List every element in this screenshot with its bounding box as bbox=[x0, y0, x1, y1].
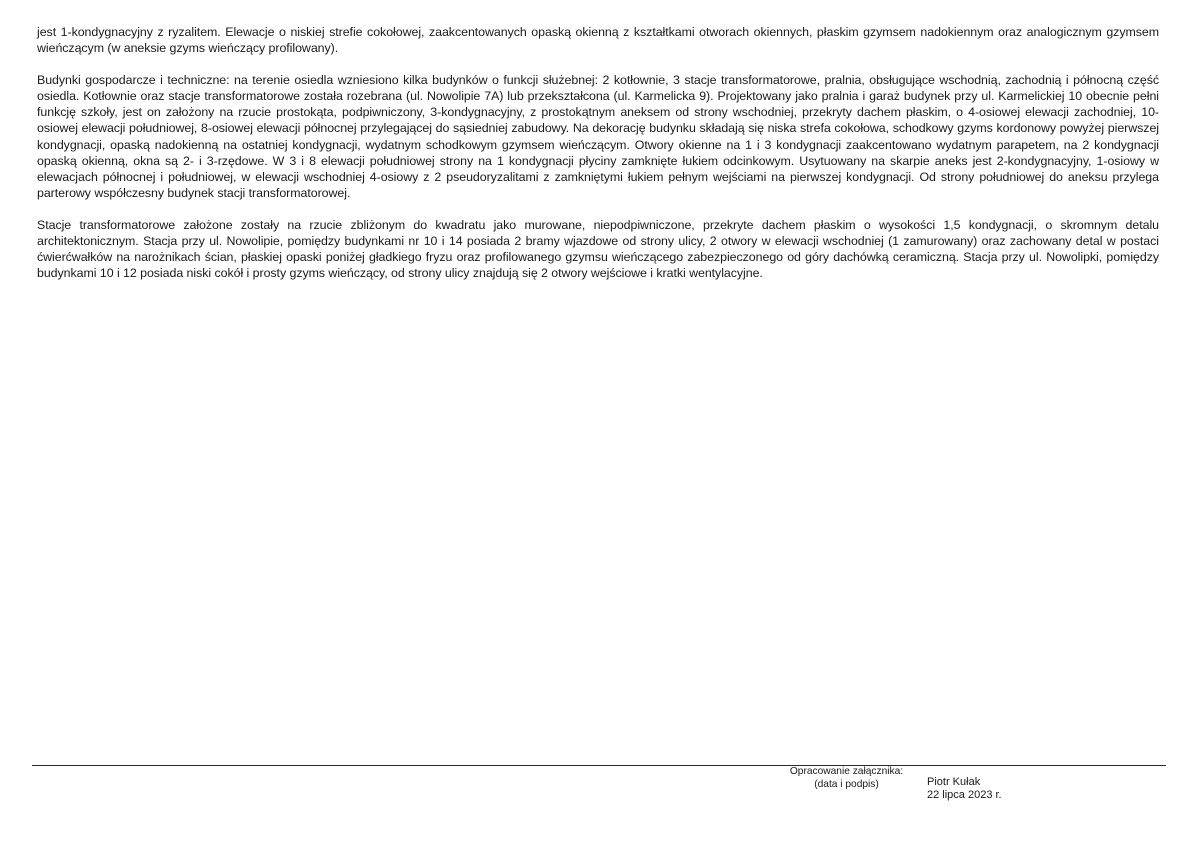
footer-author-name: Piotr Kułak bbox=[927, 776, 981, 788]
document-body bbox=[37, 24, 1159, 281]
paragraph-budynki-gospodarcze: Budynki gospodarcze i techniczne: na terenie osiedla wzniesiono kilka budynków o funkcji służebnej: 2 kotłownie, 3 stacje transformatorowe, pralnia, obsługujące wschodnią, zachodnią i północną część osiedla. Kotłownie oraz stacje transformatorowe została rozebrana (ul. Nowolipie 7A) lub przekształcona (ul. Karmelicka 9). Projektowany jako pralnia i garaż budynek przy ul. Karmelickiej 10 obecnie pełni funkcję szkoły, jest on założony na rzucie prostokąta, podpiwniczony, 3-kondygnacyjny, z prostokątnym aneksem od strony wschodniej, przekryty dachem płaskim, o 4-osiowej elewacji zachodniej, 10-osiowej elewacji południowej, 8-osiowej elewacji północnej przylegającej do sąsiedniej zabudowy. Na dekorację budynku składają się niska strefa cokołowa, schodkowy gzyms kordonowy powyżej pierwszej kondygnacji, opaską nadokienną na ostatniej kondygnacji, wydatnym schodkowym gzymsem wieńczącym. Otwory okienne na 1 i 3 kondygnacji zaakcentowano wydatnym parapetem, na 2 kondygnacji opaską okienną, okna są 2- i 3-rzędowe. W 3 i 8 elewacji południowej strony na 1 kondygnacji płyciny zamknięte łukiem odcinkowym. Usytuowany na skarpie aneks jest 2-kondygnacyjny, 1-osiowy w elewacjach północnej i południowej, w elewacji wschodniej 4-osiowy z 2 pseudoryzalitami z zamkniętymi łukiem pełnym wejściami na pierwszej kondygnacji. Od strony południowej do aneksu przylega parterowy współczesny budynek stacji transformatorowej. bbox=[37, 73, 1159, 200]
footer-sublabel: (data i podpis) bbox=[814, 778, 879, 790]
paragraph-ryzalit: jest 1-kondygnacyjny z ryzalitem. Elewacje o niskiej strefie cokołowej, zaakcentowanych opaską okienną z kształtkami otworach okiennych, płaskim gzymsem nadokiennym oraz analogicznym gzymsem wieńczącym (w aneksie gzyms wieńczący profilowany). bbox=[37, 25, 1159, 56]
footer-divider bbox=[32, 765, 1166, 766]
footer-label: Opracowanie załącznika: bbox=[789, 766, 904, 777]
paragraph-stacje-transformatorowe: Stacje transformatorowe założone zostały na rzucie zbliżonym do kwadratu jako murowane, niepodpiwniczone, przekryte dachem płaskim o wysokości 1,5 kondygnacji, o skromnym detalu architektonicznym. Stacja przy ul. Nowolipie, pomiędzy budynkami nr 10 i 14 posiada 2 bramy wjazdowe od strony ulicy, 2 otwory w elewacji wschodniej (1 zamurowany) oraz zachowany detal w postaci ćwierćwałków na narożnikach ścian, płaskiej opaski poniżej gładkiego fryzu oraz profilowanego gzymsu wieńczącego zabezpieczonego od góry dachówką ceramiczną. Stacja przy ul. Nowolipki, pomiędzy budynkami 10 i 12 posiada niski cokół i prosty gzyms wieńczący, od strony ulicy znajdują się 2 otwory wejściowe i kratki wentylacyjne. bbox=[37, 217, 1159, 281]
footer-date: 22 lipca 2023 r. bbox=[927, 788, 1002, 801]
footer-author-block bbox=[927, 776, 1047, 801]
footer-label-block bbox=[784, 766, 909, 791]
